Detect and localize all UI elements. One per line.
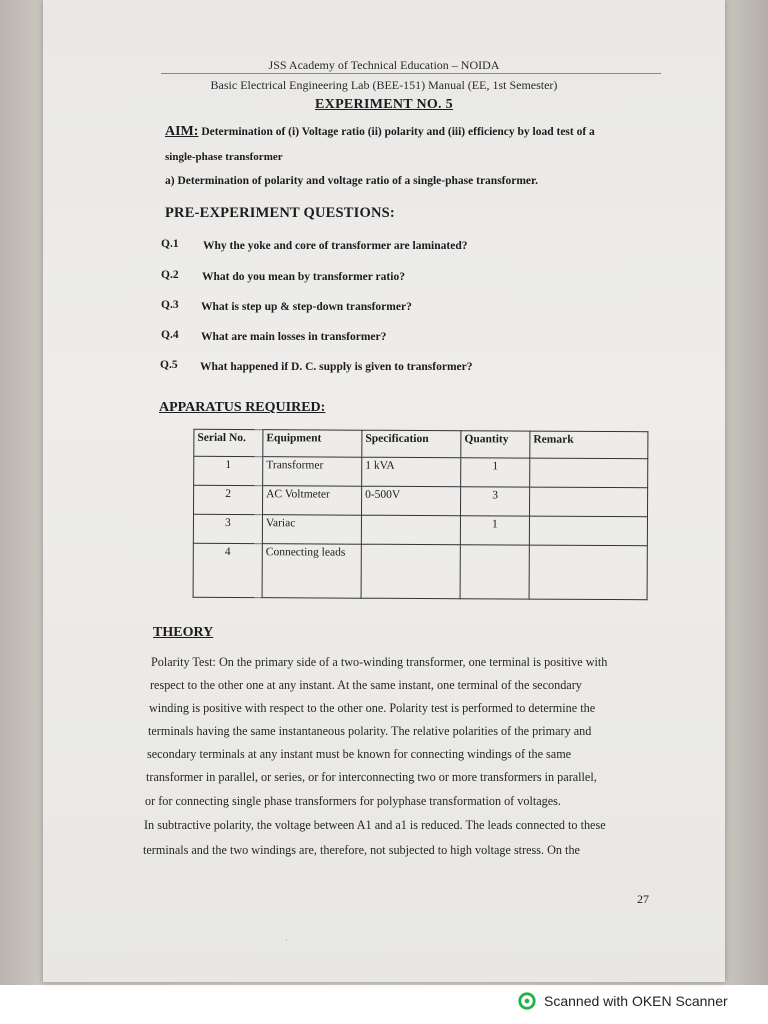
- aim-statement: [165, 124, 595, 140]
- theory-line: terminals having the same instantaneous polarity. The relative polarities of the primary and: [148, 724, 592, 738]
- experiment-title: EXPERIMENT NO. 5: [315, 97, 453, 112]
- column-header: Equipment: [263, 430, 362, 458]
- question-text: What is step up & step-down transformer?: [201, 301, 412, 313]
- theory-line: In subtractive polarity, the voltage between A1 and a1 is reduced. The leads connected to these: [144, 818, 606, 832]
- column-header: Specification: [362, 430, 461, 458]
- question-number: Q.5: [160, 359, 178, 371]
- cell-specification: [361, 544, 460, 599]
- aim-label: AIM:: [165, 124, 199, 139]
- theory-line: transformer in parallel, or series, or for interconnecting two or more transformers in parallel,: [146, 770, 597, 784]
- cell-serial: 2: [193, 485, 262, 514]
- table-row: [193, 514, 647, 545]
- header-rule: [161, 73, 661, 74]
- cell-remark: [529, 545, 647, 600]
- theory-title: THEORY: [153, 625, 214, 640]
- question-text: What happened if D. C. supply is given to transformer?: [200, 361, 473, 373]
- cell-specification: 1 kVA: [362, 457, 461, 487]
- theory-line: terminals and the two windings are, therefore, not subjected to high voltage stress. On the: [143, 843, 580, 857]
- scanner-text: Scanned with OKEN Scanner: [544, 993, 728, 1009]
- theory-line: winding is positive with respect to the other one. Polarity test is performed to determine the: [149, 701, 596, 715]
- theory-line: secondary terminals at any instant must be known for connecting windings of the same: [147, 747, 572, 761]
- theory-line: respect to the other one at any instant. At the same instant, one terminal of the secondary: [150, 678, 582, 692]
- table-row: [194, 456, 648, 487]
- pre-experiment-title: PRE-EXPERIMENT QUESTIONS:: [165, 205, 395, 221]
- scan-speck: ·: [285, 936, 288, 945]
- apparatus-title: APPARATUS REQUIRED:: [159, 400, 326, 415]
- question-text: Why the yoke and core of transformer are laminated?: [203, 240, 468, 252]
- cell-serial: 1: [194, 456, 263, 485]
- column-header: Remark: [530, 431, 648, 459]
- question-text: What do you mean by transformer ratio?: [202, 271, 405, 283]
- cell-remark: [529, 516, 647, 546]
- question-number: Q.4: [161, 329, 179, 341]
- theory-line: or for connecting single phase transformers for polyphase transformation of voltages.: [145, 794, 561, 808]
- column-header: Serial No.: [194, 429, 263, 456]
- theory-line: Polarity Test: On the primary side of a two-winding transformer, one terminal is positive with: [151, 655, 608, 669]
- oken-scanner-logo-icon: [518, 992, 536, 1010]
- scanner-watermark: [518, 990, 728, 1012]
- cell-quantity: 3: [460, 487, 529, 516]
- cell-specification: 0-500V: [361, 486, 460, 516]
- question-number: Q.1: [161, 238, 179, 250]
- cell-equipment: Connecting leads: [262, 544, 361, 599]
- question-text: What are main losses in transformer?: [201, 331, 387, 343]
- cell-equipment: AC Voltmeter: [262, 486, 361, 516]
- cell-quantity: 1: [460, 516, 529, 545]
- cell-equipment: Transformer: [263, 457, 362, 487]
- table-header-row: [194, 429, 648, 458]
- cell-equipment: Variac: [262, 515, 361, 545]
- cell-quantity: 1: [461, 458, 530, 487]
- cell-remark: [530, 458, 648, 488]
- page-number: 27: [637, 892, 649, 906]
- cell-remark: [529, 487, 647, 517]
- cell-serial: 3: [193, 514, 262, 543]
- document-page: [43, 0, 725, 982]
- cell-serial: 4: [193, 543, 262, 597]
- cell-quantity: [460, 545, 529, 599]
- question-number: Q.3: [161, 299, 179, 311]
- aim-continuation: single-phase transformer: [165, 151, 283, 163]
- cell-specification: [361, 515, 460, 545]
- aim-text: Determination of (i) Voltage ratio (ii) polarity and (iii) efficiency by load test of a: [198, 126, 595, 138]
- aim-subpart-a: a) Determination of polarity and voltage ratio of a single-phase transformer.: [165, 175, 538, 187]
- apparatus-table: [193, 429, 649, 600]
- header-institution: JSS Academy of Technical Education – NOIDA: [268, 58, 500, 72]
- column-header: Quantity: [461, 431, 530, 458]
- table-row: [193, 485, 647, 516]
- question-number: Q.2: [161, 269, 179, 281]
- table-row: [193, 543, 647, 599]
- header-course: Basic Electrical Engineering Lab (BEE-151) Manual (EE, 1st Semester): [210, 78, 558, 92]
